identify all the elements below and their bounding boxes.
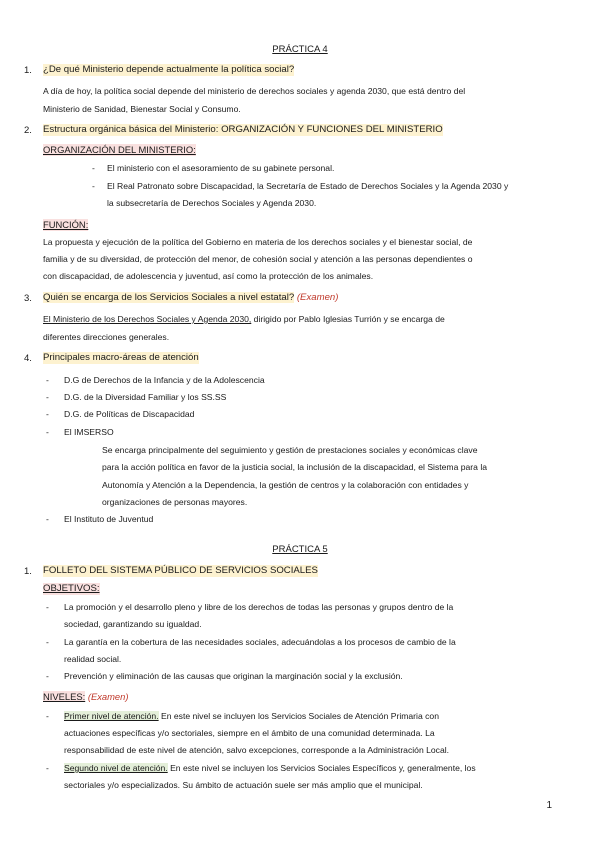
q4-item-last: El Instituto de Juventud [64,514,154,524]
nivel-1-text-1: En este nivel se incluyen los Servicios Sociales de Atención Primaria con [158,711,439,721]
objetivo-1: La promoción y el desarrollo pleno y libre de los derechos de todas las personas y grupos dentro de la [64,602,454,612]
bullet-dash: - [46,711,49,721]
objetivos-heading: OBJETIVOS: [43,583,100,594]
q1-number: 1. [24,65,32,76]
q3-question-line [43,292,338,304]
objetivo-2: La garantía en la cobertura de las necesidades sociales, adecuándolas a los procesos de cambio de la [64,637,456,647]
q3-answer-underlined: El Ministerio de los Derechos Sociales y Agenda 2030, [43,314,252,324]
q3-answer-line [43,314,445,325]
funcion-text-2: familia y de su diversidad, de protección del menor, de cohesión social y atención a las personas dependientes o [43,254,473,264]
bullet-dash: - [46,392,49,402]
q2-number: 2. [24,125,32,136]
practica-5-title: PRÁCTICA 5 [272,544,328,555]
q4-item-4: El IMSERSO [64,427,114,437]
organizacion-heading: ORGANIZACIÓN DEL MINISTERIO: [43,144,196,155]
org-item-2: El Real Patronato sobre Discapacidad, la Secretaría de Estado de Derechos Sociales y la Agenda 2030 y [107,181,509,191]
q3-exam-tag: (Examen) [296,292,339,303]
objetivo-1-cont: sociedad, garantizando su igualdad. [64,619,202,629]
imserso-text-2: para la acción política en favor de la justicia social, la inclusión de la discapacidad, el Sistema para la [102,462,488,472]
imserso-text-1: Se encarga principalmente del seguimiento y gestión de prestaciones sociales y económicas clave [102,445,478,455]
objetivo-2-cont: realidad social. [64,654,122,664]
p5-q1-number: 1. [24,566,32,577]
bullet-dash: - [46,637,49,647]
funcion-text-1: La propuesta y ejecución de la política del Gobierno en materia de los derechos sociales y el bienestar social, de [43,237,473,247]
q3-answer-2: diferentes direcciones generales. [43,332,170,342]
p5-q1-question: FOLLETO DEL SISTEMA PÚBLICO DE SERVICIOS SOCIALES [43,565,318,576]
practica-4-title: PRÁCTICA 4 [272,44,328,55]
imserso-text-4: organizaciones de personas mayores. [102,497,248,507]
niveles-heading-line [43,691,128,703]
nivel-1-line [64,711,439,722]
niveles-heading: NIVELES: [43,691,86,702]
q4-item-3: D.G. de Políticas de Discapacidad [64,409,195,419]
bullet-dash: - [92,163,95,173]
q1-answer-1: A día de hoy, la política social depende del ministerio de derechos sociales y agenda 2030, que está dentro del [43,86,466,96]
nivel-2-text-2: sectoriales y/o especializados. Su ámbito de actuación suele ser más amplio que el municipal. [64,780,423,790]
q1-answer-2: Ministerio de Sanidad, Bienestar Social y Consumo. [43,104,241,114]
funcion-heading: FUNCIÓN: [43,219,89,230]
bullet-dash: - [46,514,49,524]
bullet-dash: - [92,181,95,191]
q4-item-1: D.G de Derechos de la Infancia y de la Adolescencia [64,375,265,385]
nivel-2-label: Segundo nivel de atención. [64,763,168,773]
nivel-1-text-3: responsabilidad de este nivel de atención, salvo excepciones, corresponde a la Administración Local. [64,745,450,755]
funcion-text-3: con discapacidad, de adolescencia y juventud, así como la protección de los animales. [43,271,374,281]
bullet-dash: - [46,427,49,437]
bullet-dash: - [46,409,49,419]
niveles-exam-tag: (Examen) [87,691,129,702]
imserso-text-3: Autonomía y Atención a la Dependencia, la gestión de centros y la colaboración con entidades y [102,480,469,490]
q4-item-2: D.G. de la Diversidad Familiar y los SS.SS [64,392,227,402]
bullet-dash: - [46,671,49,681]
nivel-2-line [64,763,476,774]
nivel-1-text-2: actuaciones específicas y/o sectoriales, siempre en el ámbito de una comunidad determinada. La [64,728,435,738]
q4-number: 4. [24,353,32,364]
bullet-dash: - [46,763,49,773]
page-number: 1 [546,800,552,811]
bullet-dash: - [46,375,49,385]
objetivo-3: Prevención y eliminación de las causas que originan la marginación social y la exclusión. [64,671,403,681]
q3-question: Quién se encarga de los Servicios Sociales a nivel estatal? [43,292,295,303]
org-item-2-cont: la subsecretaría de Derechos Sociales y Agenda 2030. [107,198,317,208]
org-item-1: El ministerio con el asesoramiento de su gabinete personal. [107,163,335,173]
bullet-dash: - [46,602,49,612]
nivel-2-text-1: En este nivel se incluyen los Servicios Sociales Específicos y, generalmente, los [167,763,476,773]
q3-number: 3. [24,293,32,304]
q4-question: Principales macro-áreas de atención [43,352,199,363]
q2-question: Estructura orgánica básica del Ministerio: ORGANIZACIÓN Y FUNCIONES DEL MINISTERIO [43,124,443,135]
q1-question: ¿De qué Ministerio depende actualmente la política social? [43,64,295,75]
q3-answer-rest: dirigido por Pablo Iglesias Turrión y se encarga de [251,314,445,324]
nivel-1-label: Primer nivel de atención. [64,711,159,721]
